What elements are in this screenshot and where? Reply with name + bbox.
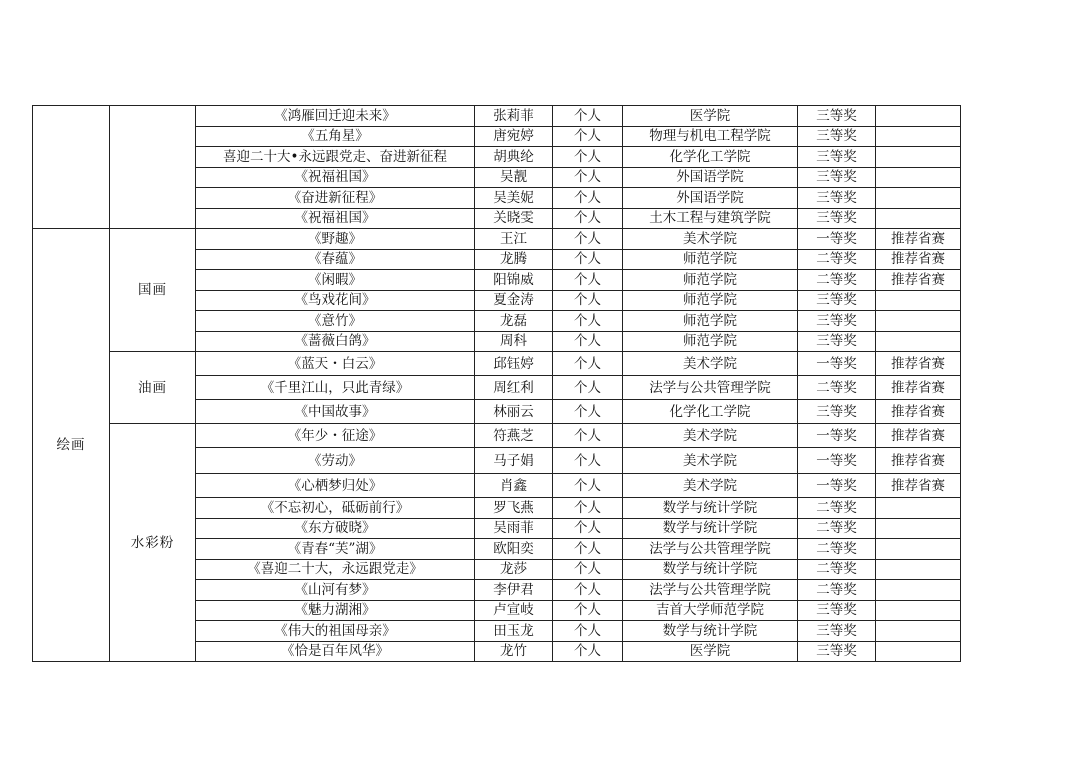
entry-type-cell: 个人 bbox=[553, 311, 623, 332]
college-cell: 土木工程与建筑学院 bbox=[623, 208, 798, 229]
award-level-cell: 一等奖 bbox=[798, 352, 876, 376]
award-level-cell: 三等奖 bbox=[798, 331, 876, 352]
recommendation-note-cell: 推荐省赛 bbox=[876, 229, 961, 250]
award-level-cell: 三等奖 bbox=[798, 167, 876, 188]
work-title-cell: 喜迎二十大•永远跟党走、奋进新征程 bbox=[196, 147, 475, 168]
college-cell: 师范学院 bbox=[623, 290, 798, 311]
award-level-cell: 三等奖 bbox=[798, 290, 876, 311]
college-cell: 法学与公共管理学院 bbox=[623, 580, 798, 601]
work-title-cell: 《春蕴》 bbox=[196, 249, 475, 270]
author-cell: 卢宣岐 bbox=[475, 600, 553, 621]
award-level-cell: 三等奖 bbox=[798, 147, 876, 168]
work-title-cell: 《年少・征途》 bbox=[196, 424, 475, 448]
college-cell: 数学与统计学院 bbox=[623, 498, 798, 519]
award-level-cell: 二等奖 bbox=[798, 270, 876, 291]
author-cell: 夏金涛 bbox=[475, 290, 553, 311]
recommendation-note-cell: 推荐省赛 bbox=[876, 270, 961, 291]
entry-type-cell: 个人 bbox=[553, 600, 623, 621]
subcategory-cell: 水彩粉 bbox=[110, 424, 196, 662]
college-cell: 师范学院 bbox=[623, 311, 798, 332]
award-level-cell: 二等奖 bbox=[798, 559, 876, 580]
college-cell: 化学化工学院 bbox=[623, 147, 798, 168]
work-title-cell: 《魅力湖湘》 bbox=[196, 600, 475, 621]
author-cell: 吴雨菲 bbox=[475, 518, 553, 539]
work-title-cell: 《伟大的祖国母亲》 bbox=[196, 621, 475, 642]
entry-type-cell: 个人 bbox=[553, 229, 623, 250]
entry-type-cell: 个人 bbox=[553, 352, 623, 376]
author-cell: 唐宛婷 bbox=[475, 126, 553, 147]
recommendation-note-cell bbox=[876, 580, 961, 601]
entry-type-cell: 个人 bbox=[553, 270, 623, 291]
college-cell: 美术学院 bbox=[623, 448, 798, 474]
table-row bbox=[33, 352, 961, 376]
table-row bbox=[33, 106, 961, 127]
recommendation-note-cell: 推荐省赛 bbox=[876, 448, 961, 474]
entry-type-cell: 个人 bbox=[553, 474, 623, 498]
college-cell: 数学与统计学院 bbox=[623, 621, 798, 642]
work-title-cell: 《劳动》 bbox=[196, 448, 475, 474]
entry-type-cell: 个人 bbox=[553, 188, 623, 209]
work-title-cell: 《野趣》 bbox=[196, 229, 475, 250]
award-level-cell: 二等奖 bbox=[798, 518, 876, 539]
award-level-cell: 一等奖 bbox=[798, 474, 876, 498]
entry-type-cell: 个人 bbox=[553, 448, 623, 474]
category-cell: 绘画 bbox=[33, 229, 110, 662]
award-level-cell: 二等奖 bbox=[798, 249, 876, 270]
recommendation-note-cell bbox=[876, 498, 961, 519]
college-cell: 师范学院 bbox=[623, 331, 798, 352]
work-title-cell: 《蓝天・白云》 bbox=[196, 352, 475, 376]
entry-type-cell: 个人 bbox=[553, 621, 623, 642]
author-cell: 王江 bbox=[475, 229, 553, 250]
award-level-cell: 二等奖 bbox=[798, 498, 876, 519]
entry-type-cell: 个人 bbox=[553, 518, 623, 539]
author-cell: 张莉菲 bbox=[475, 106, 553, 127]
work-title-cell: 《不忘初心，砥砺前行》 bbox=[196, 498, 475, 519]
award-level-cell: 三等奖 bbox=[798, 400, 876, 424]
entry-type-cell: 个人 bbox=[553, 126, 623, 147]
entry-type-cell: 个人 bbox=[553, 424, 623, 448]
recommendation-note-cell: 推荐省赛 bbox=[876, 400, 961, 424]
recommendation-note-cell: 推荐省赛 bbox=[876, 474, 961, 498]
recommendation-note-cell bbox=[876, 188, 961, 209]
recommendation-note-cell: 推荐省赛 bbox=[876, 424, 961, 448]
entry-type-cell: 个人 bbox=[553, 498, 623, 519]
work-title-cell: 《奋进新征程》 bbox=[196, 188, 475, 209]
work-title-cell: 《蔷薇白鸽》 bbox=[196, 331, 475, 352]
recommendation-note-cell: 推荐省赛 bbox=[876, 376, 961, 400]
entry-type-cell: 个人 bbox=[553, 208, 623, 229]
college-cell: 美术学院 bbox=[623, 229, 798, 250]
author-cell: 林丽云 bbox=[475, 400, 553, 424]
recommendation-note-cell bbox=[876, 331, 961, 352]
college-cell: 医学院 bbox=[623, 641, 798, 662]
recommendation-note-cell: 推荐省赛 bbox=[876, 352, 961, 376]
college-cell: 吉首大学师范学院 bbox=[623, 600, 798, 621]
work-title-cell: 《中国故事》 bbox=[196, 400, 475, 424]
author-cell: 罗飞燕 bbox=[475, 498, 553, 519]
table-row bbox=[33, 424, 961, 448]
category-cell bbox=[33, 106, 110, 229]
author-cell: 吴靓 bbox=[475, 167, 553, 188]
awards-table bbox=[32, 105, 961, 662]
recommendation-note-cell bbox=[876, 641, 961, 662]
author-cell: 马子娟 bbox=[475, 448, 553, 474]
college-cell: 美术学院 bbox=[623, 474, 798, 498]
recommendation-note-cell bbox=[876, 539, 961, 560]
entry-type-cell: 个人 bbox=[553, 376, 623, 400]
author-cell: 田玉龙 bbox=[475, 621, 553, 642]
entry-type-cell: 个人 bbox=[553, 641, 623, 662]
work-title-cell: 《恰是百年风华》 bbox=[196, 641, 475, 662]
recommendation-note-cell bbox=[876, 126, 961, 147]
author-cell: 李伊君 bbox=[475, 580, 553, 601]
college-cell: 医学院 bbox=[623, 106, 798, 127]
author-cell: 胡典纶 bbox=[475, 147, 553, 168]
author-cell: 邱钰婷 bbox=[475, 352, 553, 376]
award-level-cell: 三等奖 bbox=[798, 600, 876, 621]
recommendation-note-cell bbox=[876, 147, 961, 168]
work-title-cell: 《喜迎二十大，永远跟党走》 bbox=[196, 559, 475, 580]
awards-table-body bbox=[33, 106, 961, 662]
award-level-cell: 二等奖 bbox=[798, 539, 876, 560]
award-level-cell: 三等奖 bbox=[798, 311, 876, 332]
work-title-cell: 《心栖梦归处》 bbox=[196, 474, 475, 498]
author-cell: 欧阳奕 bbox=[475, 539, 553, 560]
recommendation-note-cell bbox=[876, 290, 961, 311]
recommendation-note-cell bbox=[876, 167, 961, 188]
entry-type-cell: 个人 bbox=[553, 331, 623, 352]
author-cell: 龙竹 bbox=[475, 641, 553, 662]
college-cell: 美术学院 bbox=[623, 424, 798, 448]
entry-type-cell: 个人 bbox=[553, 147, 623, 168]
college-cell: 师范学院 bbox=[623, 270, 798, 291]
entry-type-cell: 个人 bbox=[553, 559, 623, 580]
recommendation-note-cell bbox=[876, 518, 961, 539]
award-level-cell: 三等奖 bbox=[798, 126, 876, 147]
college-cell: 法学与公共管理学院 bbox=[623, 376, 798, 400]
entry-type-cell: 个人 bbox=[553, 290, 623, 311]
author-cell: 周科 bbox=[475, 331, 553, 352]
author-cell: 肖鑫 bbox=[475, 474, 553, 498]
recommendation-note-cell bbox=[876, 311, 961, 332]
recommendation-note-cell bbox=[876, 559, 961, 580]
award-level-cell: 三等奖 bbox=[798, 188, 876, 209]
entry-type-cell: 个人 bbox=[553, 400, 623, 424]
work-title-cell: 《意竹》 bbox=[196, 311, 475, 332]
author-cell: 吴美妮 bbox=[475, 188, 553, 209]
subcategory-cell: 国画 bbox=[110, 229, 196, 352]
award-level-cell: 二等奖 bbox=[798, 376, 876, 400]
work-title-cell: 《祝福祖国》 bbox=[196, 167, 475, 188]
college-cell: 物理与机电工程学院 bbox=[623, 126, 798, 147]
author-cell: 龙腾 bbox=[475, 249, 553, 270]
entry-type-cell: 个人 bbox=[553, 249, 623, 270]
author-cell: 符燕芝 bbox=[475, 424, 553, 448]
award-level-cell: 三等奖 bbox=[798, 641, 876, 662]
college-cell: 美术学院 bbox=[623, 352, 798, 376]
award-level-cell: 一等奖 bbox=[798, 424, 876, 448]
subcategory-cell: 油画 bbox=[110, 352, 196, 424]
work-title-cell: 《东方破晓》 bbox=[196, 518, 475, 539]
recommendation-note-cell bbox=[876, 600, 961, 621]
work-title-cell: 《青春“芙”湖》 bbox=[196, 539, 475, 560]
college-cell: 外国语学院 bbox=[623, 167, 798, 188]
table-row bbox=[33, 229, 961, 250]
entry-type-cell: 个人 bbox=[553, 167, 623, 188]
author-cell: 周红利 bbox=[475, 376, 553, 400]
college-cell: 化学化工学院 bbox=[623, 400, 798, 424]
work-title-cell: 《鸟戏花间》 bbox=[196, 290, 475, 311]
award-level-cell: 三等奖 bbox=[798, 106, 876, 127]
author-cell: 关晓雯 bbox=[475, 208, 553, 229]
recommendation-note-cell: 推荐省赛 bbox=[876, 249, 961, 270]
recommendation-note-cell bbox=[876, 106, 961, 127]
work-title-cell: 《千里江山，只此青绿》 bbox=[196, 376, 475, 400]
award-level-cell: 三等奖 bbox=[798, 208, 876, 229]
entry-type-cell: 个人 bbox=[553, 539, 623, 560]
award-level-cell: 一等奖 bbox=[798, 448, 876, 474]
college-cell: 数学与统计学院 bbox=[623, 518, 798, 539]
college-cell: 法学与公共管理学院 bbox=[623, 539, 798, 560]
award-level-cell: 三等奖 bbox=[798, 621, 876, 642]
entry-type-cell: 个人 bbox=[553, 580, 623, 601]
college-cell: 外国语学院 bbox=[623, 188, 798, 209]
college-cell: 师范学院 bbox=[623, 249, 798, 270]
author-cell: 龙磊 bbox=[475, 311, 553, 332]
work-title-cell: 《山河有梦》 bbox=[196, 580, 475, 601]
work-title-cell: 《五角星》 bbox=[196, 126, 475, 147]
subcategory-cell bbox=[110, 106, 196, 229]
award-level-cell: 一等奖 bbox=[798, 229, 876, 250]
author-cell: 阳锦威 bbox=[475, 270, 553, 291]
work-title-cell: 《祝福祖国》 bbox=[196, 208, 475, 229]
college-cell: 数学与统计学院 bbox=[623, 559, 798, 580]
work-title-cell: 《鸿雁回迁迎未来》 bbox=[196, 106, 475, 127]
recommendation-note-cell bbox=[876, 621, 961, 642]
recommendation-note-cell bbox=[876, 208, 961, 229]
author-cell: 龙莎 bbox=[475, 559, 553, 580]
entry-type-cell: 个人 bbox=[553, 106, 623, 127]
award-level-cell: 二等奖 bbox=[798, 580, 876, 601]
work-title-cell: 《闲暇》 bbox=[196, 270, 475, 291]
